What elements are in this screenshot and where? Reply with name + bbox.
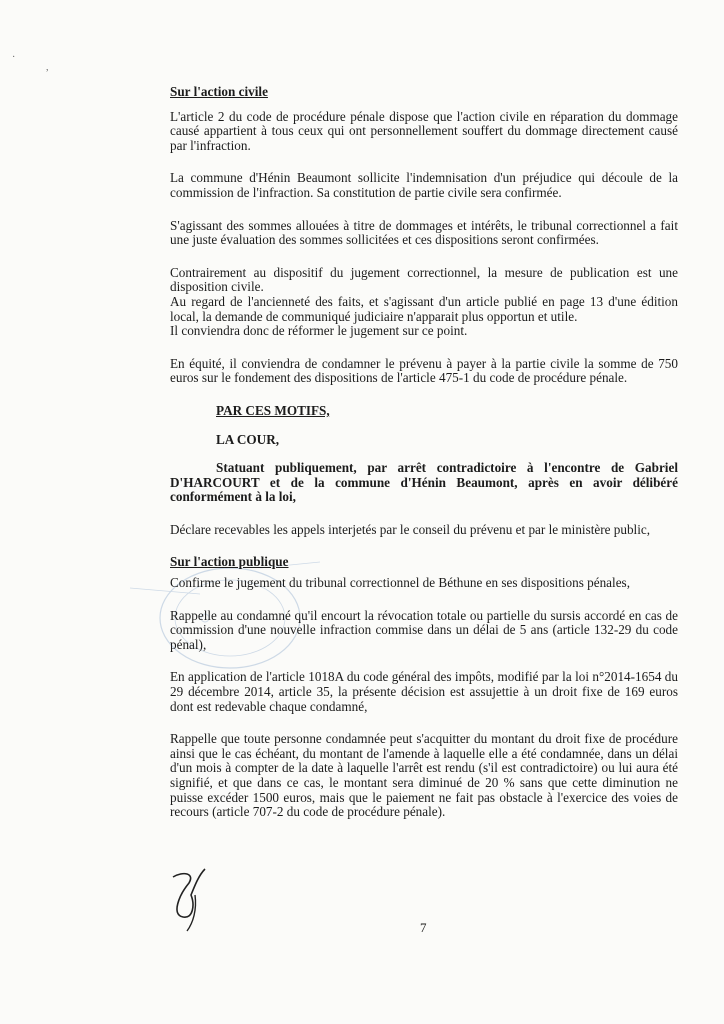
paragraph: Rappelle au condamné qu'il encourt la révocation totale ou partielle du sursis accordé en cas de commission d'une nouvelle infraction commise dans un délai de 5 ans (article 132-29 du code pénal), — [170, 607, 678, 652]
paragraph: Déclare recevables les appels interjetés par le conseil du prévenu et par le ministère public, — [170, 521, 651, 537]
page-number: 7 — [420, 920, 427, 935]
paragraph: L'article 2 du code de procédure pénale dispose que l'action civile en réparation du dommage causé appartient à tous ceux qui ont personnellement souffert du dommage directement causé par l'infraction. — [170, 108, 678, 153]
scan-speck: · — [12, 52, 16, 63]
paragraph: S'agissant des sommes allouées à titre de dommages et intérêts, le tribunal correctionnel a fait une juste évaluation des sommes sollicitées et ces dispositions seront confirmées. — [170, 217, 678, 248]
section-heading-civil: Sur l'action civile — [170, 84, 268, 99]
paragraph: Il conviendra donc de réformer le jugement sur ce point. — [170, 323, 468, 339]
motifs-heading: PAR CES MOTIFS, — [216, 402, 330, 418]
statuant-paragraph: Statuant publiquement, par arrêt contradictoire à l'encontre de Gabriel D'HARCOURT et de la commune d'Hénin Beaumont, après en avoir délibéré conformément à la loi, — [170, 460, 678, 505]
paragraph: Contrairement au dispositif du jugement correctionnel, la mesure de publication est une disposition civile. — [170, 264, 678, 295]
paragraph: En équité, il conviendra de condamner le prévenu à payer à la partie civile la somme de 750 euros sur le fondement des dispositions de l'article 475-1 du code de procédure pénale. — [170, 355, 678, 386]
cour-heading: LA COUR, — [216, 431, 280, 447]
paragraph: Au regard de l'ancienneté des faits, et s'agissant d'un article publié en page 13 d'une édition local, la demande de communiqué judiciaire n'apparait plus opportun et utile. — [170, 293, 678, 324]
section-heading-public: Sur l'action publique — [170, 554, 289, 570]
handwritten-signature — [165, 865, 215, 935]
document-body — [170, 85, 678, 838]
paragraph: Rappelle que toute personne condamnée peut s'acquitter du montant du droit fixe de procédure ainsi que le cas échéant, du montant de l'amende à laquelle elle a été condamnée, dans un délai d'un mois à compter de la date à laquelle l'arrêt est rendu (s'il est contradictoire) ou lui aura été signifié, et que dans ce cas, le montant sera diminué de 20 % sans que cette diminution ne puisse excéder 1500 euros, mais que le paiement ne fait pas obstacle à l'exercice des voies de recours (article 707-2 du code de procédure pénale). — [170, 731, 678, 820]
paragraph: La commune d'Hénin Beaumont sollicite l'indemnisation d'un préjudice qui découle de la commission de l'infraction. Sa constitution de partie civile sera confirmée. — [170, 170, 678, 200]
paragraph: Confirme le jugement du tribunal correctionnel de Béthune en ses dispositions pénales, — [170, 575, 630, 591]
scan-speck: , — [46, 62, 49, 73]
paragraph: En application de l'article 1018A du code général des impôts, modifié par la loi n°2014-1654 du 29 décembre 2014, article 35, la présente décision est assujettie à un droit fixe de 169 euros dont est redevable chaque condamné, — [170, 669, 678, 714]
